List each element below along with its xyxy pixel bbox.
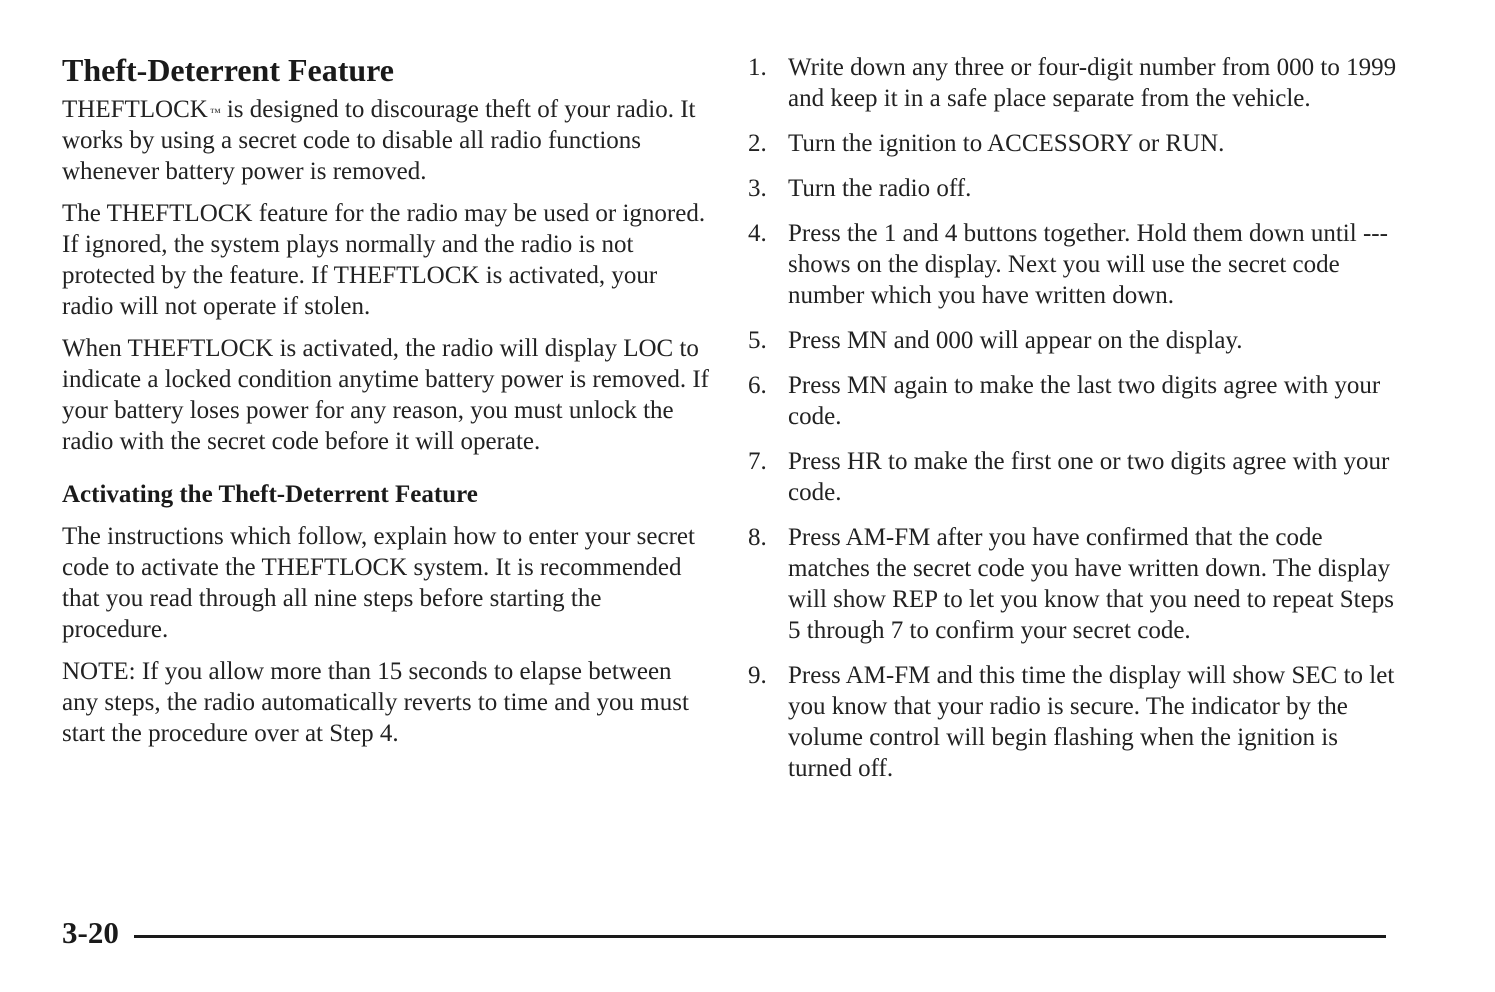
step-number: 7.: [748, 448, 767, 475]
step-item: [748, 446, 1398, 508]
right-column: [748, 52, 1398, 798]
paragraph-locked: When THEFTLOCK is activated, the radio will display LOC to indicate a locked condition anytime battery power is removed. If your battery loses power for any reason, you must unlock the radio with the secret code before it will operate.: [62, 335, 709, 455]
step-text: Press HR to make the first one or two digits agree with your code.: [788, 448, 1390, 506]
step-item: [748, 325, 1398, 356]
step-text: Press MN again to make the last two digits agree with your code.: [788, 372, 1381, 430]
step-item: [748, 218, 1398, 311]
page-number: 3-20: [62, 915, 119, 950]
intro-rest: is designed to discourage theft of your radio. It works by using a secret code to disable all radio functions whenever battery power is removed.: [62, 96, 696, 185]
section-title: Theft-Deterrent Feature: [62, 52, 394, 88]
step-item: [748, 522, 1398, 646]
step-number: 1.: [748, 54, 767, 81]
subsection-title: Activating the Theft-Deterrent Feature: [62, 481, 478, 508]
step-text: Press AM-FM after you have confirmed that the code matches the secret code you have written down. The display will show REP to let you know that you need to repeat Steps 5 through 7 to confirm your secret code.: [788, 524, 1394, 644]
paragraph-instructions: The instructions which follow, explain how to enter your secret code to activate the THEFTLOCK system. It is recommended that you read through all nine steps before starting the procedure.: [62, 523, 695, 643]
step-text: Press AM-FM and this time the display will show SEC to let you know that your radio is secure. The indicator by the volume control will begin flashing when the ignition is turned off.: [788, 662, 1395, 782]
paragraph-note: NOTE: If you allow more than 15 seconds to elapse between any steps, the radio automatically reverts to time and you must start the procedure over at Step 4.: [62, 658, 689, 747]
intro-start: THEFTLOCK: [62, 96, 208, 123]
step-text: Press the 1 and 4 buttons together. Hold them down until --- shows on the display. Next you will use the secret code number which you have written down.: [788, 220, 1388, 309]
step-number: 3.: [748, 175, 767, 202]
left-column: [62, 50, 712, 760]
step-text: Turn the ignition to ACCESSORY or RUN.: [788, 130, 1225, 157]
step-number: 4.: [748, 220, 767, 247]
step-item: [748, 128, 1398, 159]
steps-list: [748, 52, 1398, 784]
step-item: [748, 52, 1398, 114]
footer-rule: [134, 935, 1386, 938]
step-number: 2.: [748, 130, 767, 157]
step-number: 8.: [748, 524, 767, 551]
step-text: Turn the radio off.: [788, 175, 972, 202]
trademark-symbol: ™: [209, 107, 221, 119]
page-footer: [62, 913, 1386, 953]
intro-paragraph: [62, 94, 712, 187]
step-item: [748, 173, 1398, 204]
step-text: Write down any three or four-digit number from 000 to 1999 and keep it in a safe place separate from the vehicle.: [788, 54, 1397, 112]
step-number: 9.: [748, 662, 767, 689]
step-item: [748, 370, 1398, 432]
step-item: [748, 660, 1398, 784]
paragraph-usage: The THEFTLOCK feature for the radio may be used or ignored. If ignored, the system plays normally and the radio is not protected by the feature. If THEFTLOCK is activated, your radio will not operate if stolen.: [62, 200, 706, 320]
step-text: Press MN and 000 will appear on the display.: [788, 327, 1243, 354]
step-number: 6.: [748, 372, 767, 399]
step-number: 5.: [748, 327, 767, 354]
